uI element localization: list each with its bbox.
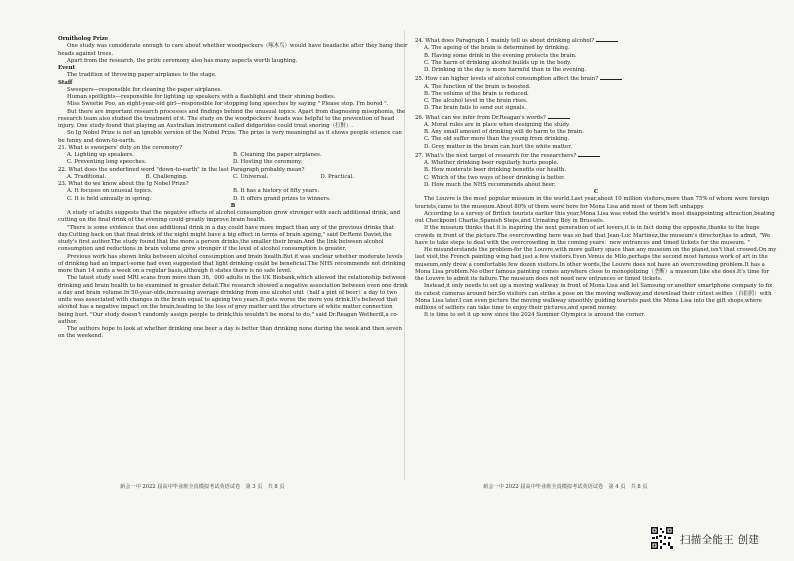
section-c-heading: C (593, 189, 599, 195)
answer-blank (600, 74, 622, 80)
passage-b-paragraph-3: Previous work has shown links between alcohol consumption and brain health.But it was unclear whether moderate levels of drinking had an impact-some had even suggested that light drinking could be beneficial.The NHS recommends not drinking more than 14 units a week on a regular basis,although it states there is no safe level. (58, 253, 406, 274)
section-b-heading: B (230, 202, 236, 209)
passage-c-paragraph-3: If the museum thinks that it is inspiring the next generation of art lovers,it is in fact doing the opposite,thanks to the huge crowds in front of the picture.The overcrowding here was so bad that Jean-Luc Martinez,the museum's director,has to admit, "We have to take steps to deal with the overcrowding in the coming years：new entrances and timed tickets for the museum. " (415, 225, 771, 246)
option-25b: B. The volume of the brain is reduced. (424, 90, 529, 97)
right-column (415, 36, 777, 320)
paragraph-but: But there are important research processes and findings behind the unusual topics. Apart from diagnosing misophonia, the research team also studied the treatment of it. The study on the woodpeckers' heads was helpful to the prevention of head injury. One study found that playing an Australian instrument called didgeridoo could treat snoring（打鼾）. (58, 108, 406, 129)
question-25 (415, 74, 777, 83)
option-25a: A. The function of the brain is boosted. (424, 83, 531, 90)
question-26 (415, 113, 777, 122)
question-22-options (58, 174, 408, 181)
page-footer-right: 新会一中 2022 届高中毕业班全真模拟考试英语试卷 第 4 页 共 8 页 (483, 484, 648, 490)
answer-blank (596, 36, 618, 42)
option-25c: C. The alcohol level in the brain rises. (424, 98, 528, 104)
ornithology-title: Ornitholog Prize (58, 36, 109, 42)
question-25-text: 25. How can higher levels of alcohol consumption affect the brain? (415, 76, 599, 83)
option-24a: A. The ageing of the brain is determined by drinking. (424, 45, 570, 52)
passage-c-paragraph-1: The Louvre is the most popular museum in the world.Last year,about 10 million visitors,more than 75% of whom were foreign tourists,came to the museum.About 80% of them were here for Mona Lisa and most of them left unhappy. (415, 196, 770, 210)
question-23-options-row1 (58, 188, 408, 195)
question-21-options-row2 (58, 159, 408, 166)
page-footer-left: 新会一中 2022 届高中毕业班全真模拟考试英语试卷 第 3 页 共 8 页 (120, 484, 285, 490)
option-22c: C. Universal. (233, 173, 269, 180)
passage-c-paragraph-2: According to a survey of British tourists earlier this year,Mona Lisa was voted the world's most disappointing attraction,beating out Checkpoint Charlie,Spanish Steps,and Urinating Boy in Brussels. (415, 210, 775, 224)
staff-line-1: Sweepers—responsible for cleaning the paper airplanes. (67, 86, 223, 93)
event-title: Event (58, 65, 76, 71)
answer-blank (578, 151, 600, 157)
question-23-options-row2 (58, 196, 408, 203)
question-24 (415, 36, 777, 45)
option-24d: D. Drinking in the day is more harmful than in the evening. (424, 67, 587, 73)
passage-b-paragraph-5: The authors hope to look at whether drinking one beer a day is better than drinking none during the week and then seven on the weekend. (58, 326, 402, 340)
passage-b-paragraph-4: The latest study used MRI scans from more than 36，000 adults in the UK Biobank,which allowed the relationship between drinking and brain health to be examined in greater detail.The research showed a negative association between even one drink a day and brain volume.In 50-year-olds,increasing average drinking from one alcohol unit（half a pint of beer）a day to two units was associated with changes in the brain equal to ageing two years.It gets worse the more you drink.It's believed that alcohol has a negative impact on the brain,leading to the loss of grey matter and the structure of white matter connection being hurt. "Our study doesn't randomly assign people to drink,this wouldn't be moral to do," said Dr.Reagan Wetherill,a co-author. (58, 275, 408, 325)
option-21b: B. Cleaning the paper airplanes. (233, 152, 322, 158)
ornithology-paragraph-1: One study was considerate enough to care about whether woodpeckers（啄木鸟）would have headache after they bang their heads against trees. (58, 43, 408, 57)
option-27b: B. How moderate beer drinking benefits our health. (424, 167, 566, 174)
staff-line-2: Human spotlights—responsible for lighting up speakers with a flashlight and their shining bodies. (67, 94, 336, 100)
qr-code-icon (650, 526, 674, 550)
option-21a: A. Lighting up speakers. (67, 152, 134, 158)
staff-line-3: Miss Sweetie Poo, an eight-year-old girl—responsible for stopping long speeches by saying " Please stop. I'm bored ". (67, 101, 389, 108)
ornithology-paragraph-2: Apart from the research, the prize ceremony also has many aspects worth laughing. (67, 57, 298, 64)
option-26c: C. The old suffer more than the young from drinking. (424, 136, 570, 143)
option-24c: C. The harm of drinking alcohol builds up in the body. (424, 59, 572, 66)
passage-b-paragraph-1: A study of adults suggests that the negative effects of alcohol consumption grow stronger with each additional drink, and cutting on the final drink of the evening could greatly improve brain health. (58, 210, 401, 224)
left-column (58, 36, 408, 341)
option-24b: B. Having some drink in the evening protects the brain. (424, 52, 577, 59)
passage-c-paragraph-5: Instead,it only needs to set up a moving walkway in front of Mona Lisa and let Samsung or another smartphone company to fix its cutest cameras around her.So visitors can strike a pose on the moving walkway,and download their cutest selfies（自拍照）with Mona Lisa later.I can even picture the moving walkway smoothly guiding tourists past the Mona Lisa into the gift shops,where millions of selfiers can take time to enjoy their pictures,and spend money. (415, 283, 773, 311)
scanner-watermark: 扫描全能王 创建 (680, 534, 760, 546)
option-27c: C. Which of the two ways of beer drinking is better. (424, 174, 565, 181)
question-27 (415, 151, 777, 160)
option-26a: A. Moral rules are in place when designing the study. (424, 121, 570, 128)
option-22a: A. Traditional. (67, 173, 107, 180)
question-23: 23. What do we know about the Ig Nobel Prize? (58, 181, 189, 187)
option-26d: D. Grey matter in the brain can hurt the white matter. (424, 143, 572, 150)
paragraph-so: So Ig Nobel Prize is not an ignoble version of the Nobel Prize. The prize is very meaningful as it shows people science can be funny and down-to-earth. (58, 130, 402, 144)
question-27-text: 27. What's the next target of research for the researchers? (415, 152, 577, 159)
passage-c-paragraph-6: It is time to set it up now since the 2024 Summer Olympics is around the corner. (424, 312, 646, 319)
option-21c: C. Preventing long speeches. (67, 159, 147, 166)
answer-blank (548, 113, 570, 119)
option-21d: D. Hosting the ceremony. (233, 159, 303, 166)
option-22d: D. Practical. (320, 173, 355, 180)
question-22: 22. What does the underlined word "down-to-earth" in the last Paragraph probably mean? (58, 166, 305, 173)
question-24-text: 24. What does Paragraph 1 mainly tell us about drinking alcohol? (415, 38, 595, 44)
event-paragraph: The tradition of throwing paper airplanes to the stage. (67, 72, 217, 79)
option-23d: D. It offers grand prizes to winners. (233, 195, 331, 202)
option-25d: D. The brain fails to send out signals. (424, 105, 526, 112)
question-21-options-row1 (58, 152, 408, 159)
passage-b-paragraph-2: "There is some evidence that one additional drink in a day could have more impact than any of the previous drinks that day.Cutting back on that final drink of the night might have a big effect in terms of brain ageing," said Dr.Remi Daviet,the study's first author.The study found that the more a person drinks,the smaller their brain.And the link between alcohol consumption and reductions in brain volume grew stronger if the level of alcohol consumption is greater. (58, 224, 395, 253)
staff-title: Staff (58, 79, 73, 86)
question-21: 21. What is sweepers' duty on the ceremony? (58, 144, 183, 151)
option-27a: A. Whether drinking beer regularly hurts people. (424, 160, 559, 166)
option-23c: C. It is held annually in spring. (67, 195, 152, 202)
option-22b: B. Challenging. (145, 173, 188, 180)
option-23b: B. It has a history of fifty years. (233, 188, 320, 195)
option-26b: B. Any small amount of drinking will do harm to the brain. (424, 129, 584, 135)
option-23a: A. It focuses on unusual topics. (67, 188, 153, 195)
option-27d: D. How much the NHS recommends about beer. (424, 181, 556, 188)
passage-c-paragraph-4: He misunderstands the problem-for the Louvre,with more gallery space than any museum on the planet,isn't that crowed.On my last visit,the French painting wing had just a few visitors.Even Venus de Milo,perhaps the second most famous work of art in the museum,only drew a comfortable few dozen visitors.In other words,the Louvre does not have an overcrowding problem.It has a Mona Lisa problem.No other famous painting comes anywhere close to monopolizing（垄断）a museum like she does.It's time for the Louvre to admit its failure.The museum does not need new entrances or timed tickets. (415, 247, 777, 282)
question-26-text: 26. What can we infer from Dr.Reagan's words? (415, 114, 546, 121)
